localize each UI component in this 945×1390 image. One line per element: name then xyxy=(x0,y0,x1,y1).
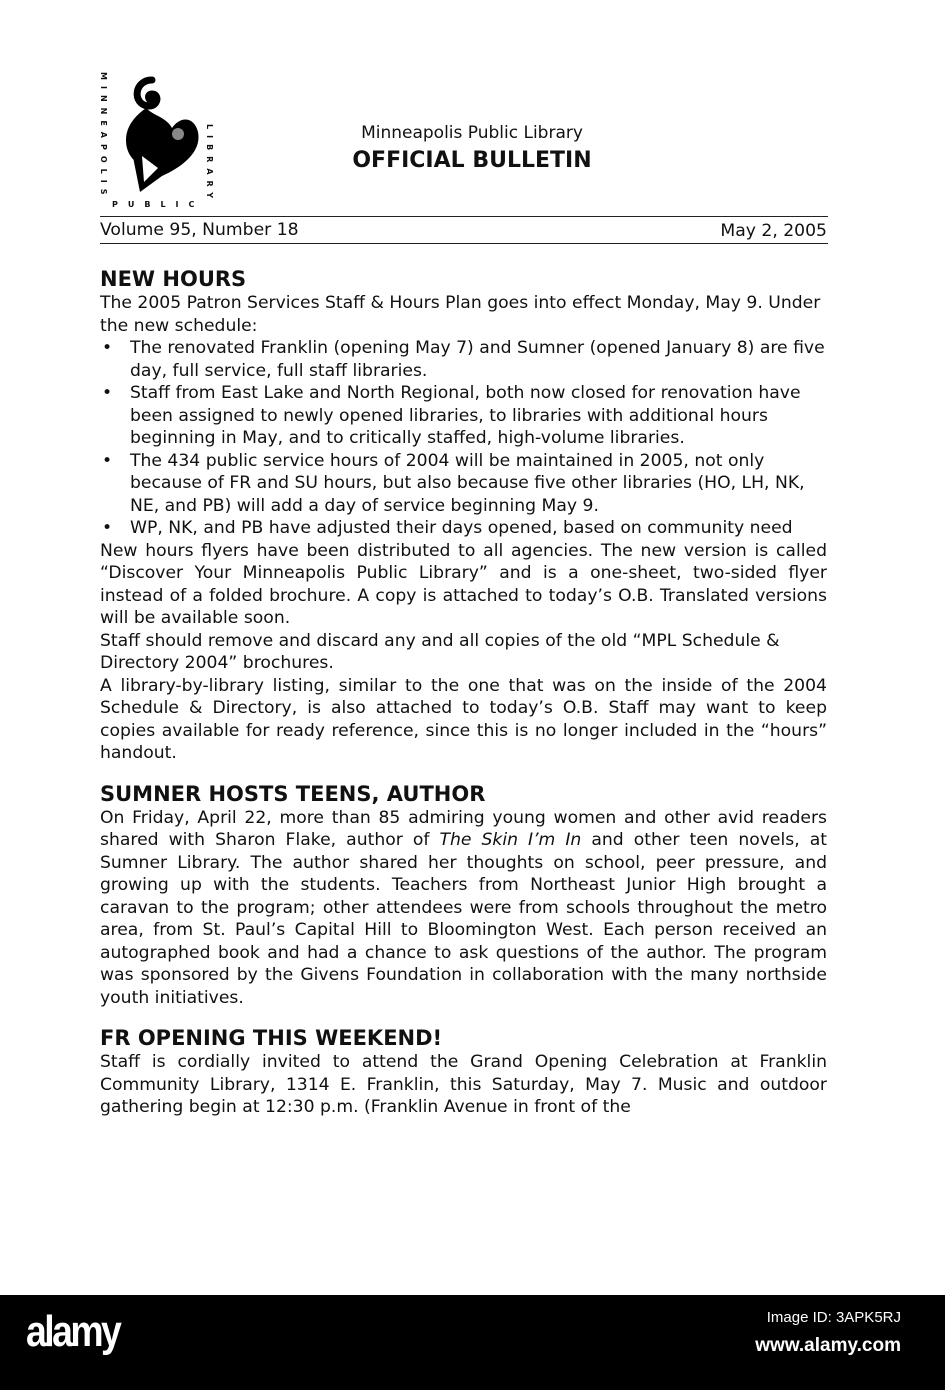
logo-text-right: LIBRARY xyxy=(205,124,214,205)
page-title: OFFICIAL BULLETIN xyxy=(352,148,592,173)
bullet-icon: • xyxy=(102,338,113,358)
list-item xyxy=(100,337,827,382)
header-rule-top xyxy=(100,216,828,217)
new-hours-intro: The 2005 Patron Services Staff & Hours Plan goes into effect Monday, May 9. Under the new schedule: xyxy=(100,293,821,336)
list-item xyxy=(100,517,827,540)
sumner-text: On Friday, April 22, more than 85 admiring young women and other avid readers shared with Sharon Flake, author of xyxy=(100,807,827,850)
list-item-text: The 434 public service hours of 2004 will be maintained in 2005, not only because of FR and SU hours, but also because five other libraries (HO, LH, NK, NE, and PB) will add a day of service beginning May 9. xyxy=(130,450,805,516)
issue-date: May 2, 2005 xyxy=(720,221,827,241)
library-logo xyxy=(98,72,218,212)
watermark-bar xyxy=(0,1295,945,1390)
list-item-text: Staff from East Lake and North Regional, both now closed for renovation have been assigned to newly opened libraries, to libraries with additional hours beginning in May, and to critically staffed, high-volume libraries. xyxy=(130,383,801,448)
list-item xyxy=(100,450,827,518)
list-item-text: The renovated Franklin (opening May 7) and Sumner (opened January 8) are five day, full service, full staff libraries. xyxy=(130,338,825,381)
fr-opening-paragraph: Staff is cordially invited to attend the Grand Opening Celebration at Franklin Community Library, 1314 E. Franklin, this Saturday, May 7. Music and outdoor gathering begin at 12:30 p.m. (Franklin Avenue in front of the xyxy=(100,1052,827,1117)
sumner-text: and other teen novels, at Sumner Library. The author shared her thoughts on school, peer pressure, and growing up with the students. Teachers from Northeast Junior High brought a caravan to the program; other attendees were from schools throughout the metro area, from St. Paul’s Capital Hill to Bloomington West. Each person received an autographed book and had a chance to ask questions of the author. The program was sponsored by the Givens Foundation in collaboration with the many northside youth initiatives. xyxy=(100,830,827,1008)
bulletin-body xyxy=(100,266,827,1119)
watermark-brand: alamy xyxy=(26,1307,120,1356)
book-title: The Skin I’m In xyxy=(439,830,582,850)
list-item-text: WP, NK, and PB have adjusted their days opened, based on community need xyxy=(130,518,793,538)
logo-m-icon xyxy=(112,72,202,197)
new-hours-paragraph: Staff should remove and discard any and all copies of the old “MPL Schedule & Directory 2004” brochures. xyxy=(100,630,780,673)
bullet-icon: • xyxy=(102,383,113,403)
sumner-paragraph xyxy=(100,807,827,1010)
bullet-icon: • xyxy=(102,518,113,538)
new-hours-paragraph: New hours flyers have been distributed to all agencies. The new version is called “Discover Your Minneapolis Public Library” and is a one-sheet, two-sided flyer instead of a folded brochure. A copy is attached to today’s O.B. Translated versions will be available soon. xyxy=(100,540,827,628)
logo-text-bottom: PUBLIC xyxy=(112,200,205,209)
section-heading-fr-opening: FR OPENING THIS WEEKEND! xyxy=(100,1026,443,1050)
header-rule-bottom xyxy=(100,243,828,244)
section-heading-sumner: SUMNER HOSTS TEENS, AUTHOR xyxy=(100,781,486,806)
volume-number: Volume 95, Number 18 xyxy=(100,220,299,240)
bullet-icon: • xyxy=(102,450,113,471)
logo-text-left: MINNEAPOLIS xyxy=(99,72,108,201)
new-hours-paragraph: A library-by-library listing, similar to the one that was on the inside of the 2004 Schedule & Directory, is also attached to today’s O.B. Staff may want to keep copies available for ready reference, since this is no longer included in the “hours” handout. xyxy=(100,675,827,763)
org-name: Minneapolis Public Library xyxy=(361,123,583,143)
section-heading-new-hours: NEW HOURS xyxy=(100,267,247,291)
list-item xyxy=(100,382,827,450)
new-hours-list xyxy=(100,337,827,540)
watermark-image-id: Image ID: 3APK5RJ xyxy=(766,1309,901,1326)
watermark-url: www.alamy.com xyxy=(755,1335,901,1356)
